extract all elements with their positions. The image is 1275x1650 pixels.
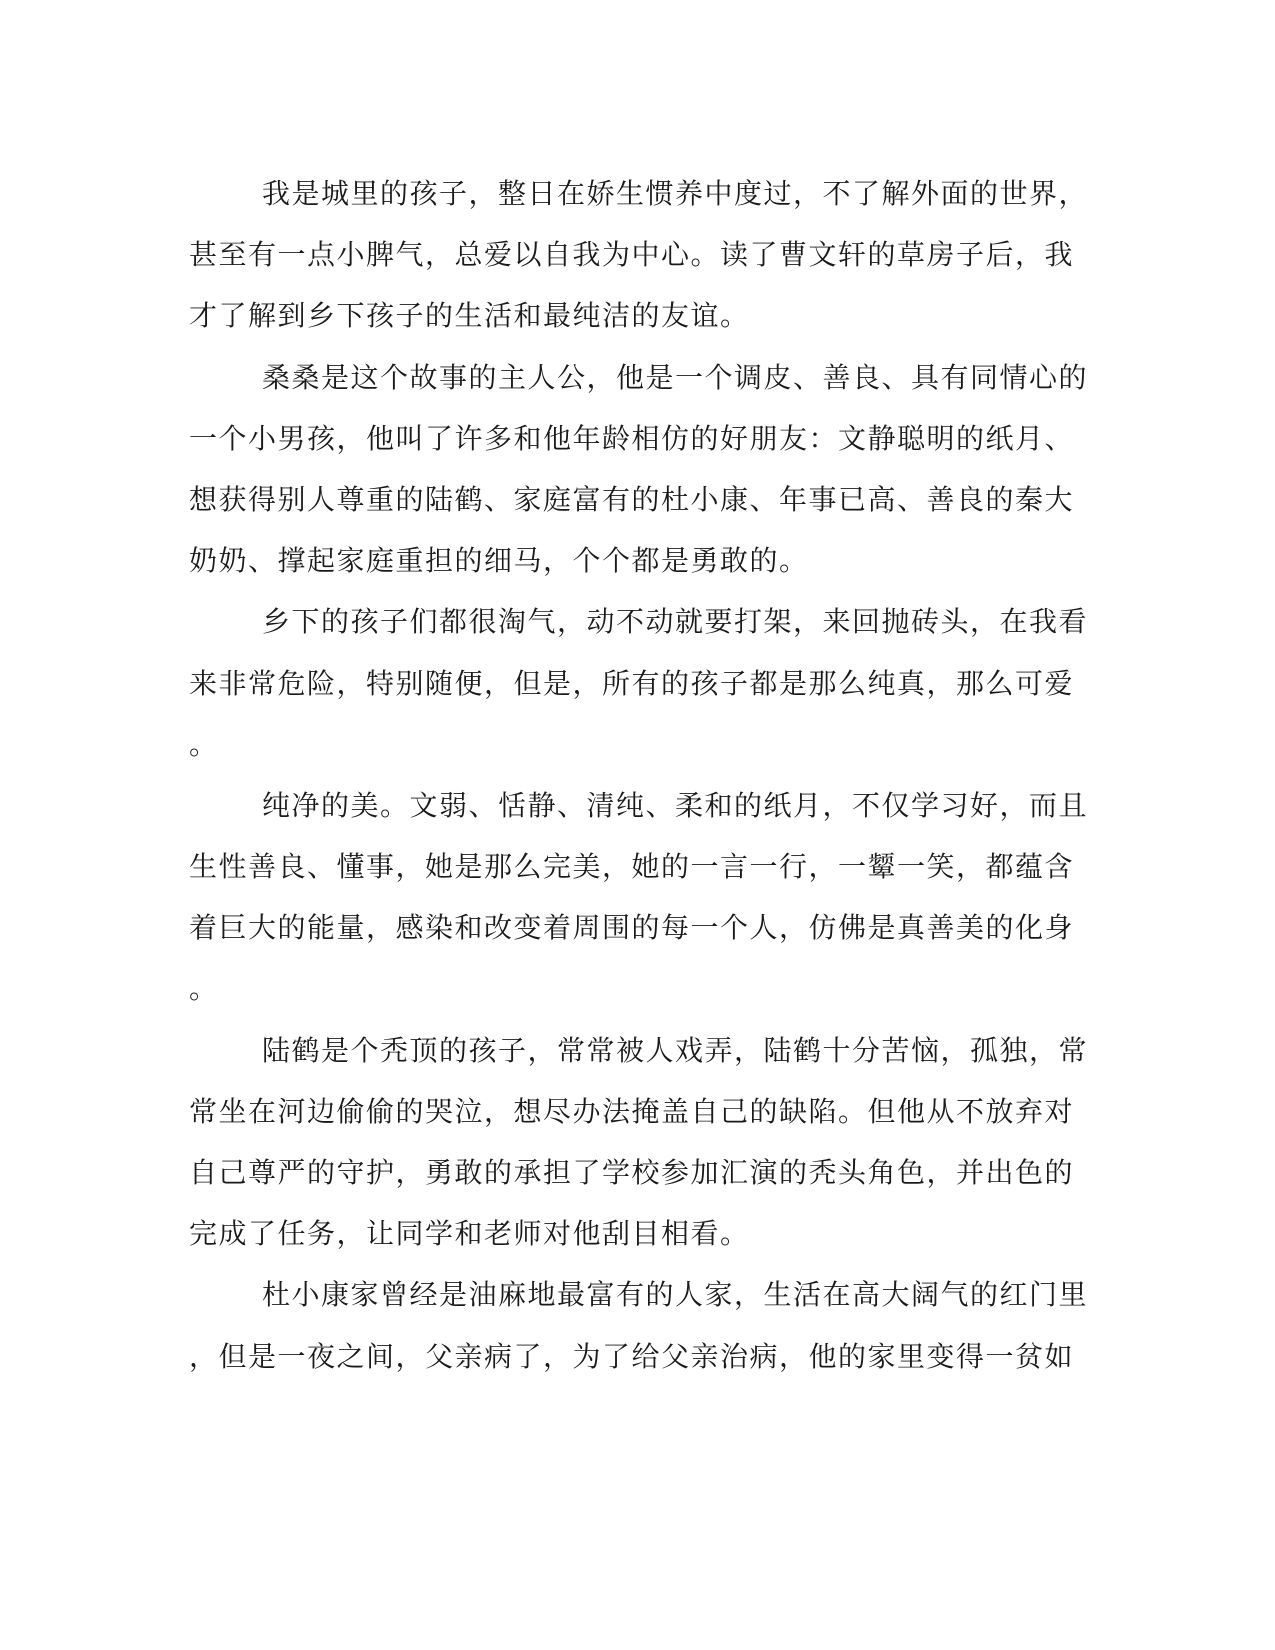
text-line-6: 想获得别人尊重的陆鹤、家庭富有的杜小康、年事已高、善良的秦大 (189, 482, 1075, 516)
text-line-17: 自己尊严的守护，勇敢的承担了学校参加汇演的秃头角色，并出色的 (189, 1156, 1075, 1189)
text-line-9: 来非常危险，特别随便，但是，所有的孩子都是那么纯真，那么可爱 (189, 666, 1075, 700)
text-line-5: 一个小男孩，他叫了许多和他年龄相仿的好朋友：文静聪明的纸月、 (189, 421, 1075, 455)
text-line-15: 陆鹤是个秃顶的孩子，常常被人戏弄，陆鹤十分苦恼，孤独，常 (262, 1033, 1089, 1067)
text-line-10: 。 (189, 727, 219, 761)
text-line-1: 我是城里的孩子，整日在娇生惯养中度过，不了解外面的世界， (262, 177, 1089, 210)
text-line-11: 纯净的美。文弱、恬静、清纯、柔和的纸月，不仅学习好，而且 (262, 788, 1089, 822)
text-line-20: ，但是一夜之间，父亲病了，为了给父亲治病，他的家里变得一贫如 (189, 1339, 1075, 1373)
text-line-13: 着巨大的能量，感染和改变着周围的每一个人，仿佛是真善美的化身 (189, 911, 1075, 945)
text-line-4: 桑桑是这个故事的主人公，他是一个调皮、善良、具有同情心的 (262, 360, 1089, 394)
document-text-body (189, 163, 1089, 1387)
text-line-2: 甚至有一点小脾气，总爱以自我为中心。读了曹文轩的草房子后，我 (189, 238, 1075, 272)
text-line-14: 。 (189, 972, 219, 1006)
text-line-12: 生性善良、懂事，她是那么完美，她的一言一行，一颦一笑，都蕴含 (189, 850, 1075, 884)
text-line-7: 奶奶、撑起家庭重担的细马，个个都是勇敢的。 (189, 544, 809, 578)
text-line-3: 才了解到乡下孩子的生活和最纯洁的友谊。 (189, 299, 750, 333)
text-line-16: 常坐在河边偷偷的哭泣，想尽办法掩盖自己的缺陷。但他从不放弃对 (189, 1094, 1075, 1128)
text-line-19: 杜小康家曾经是油麻地最富有的人家，生活在高大阔气的红门里 (262, 1278, 1089, 1312)
text-line-18: 完成了任务，让同学和老师对他刮目相看。 (189, 1217, 750, 1251)
text-line-8: 乡下的孩子们都很淘气，动不动就要打架，来回抛砖头，在我看 (262, 605, 1089, 639)
